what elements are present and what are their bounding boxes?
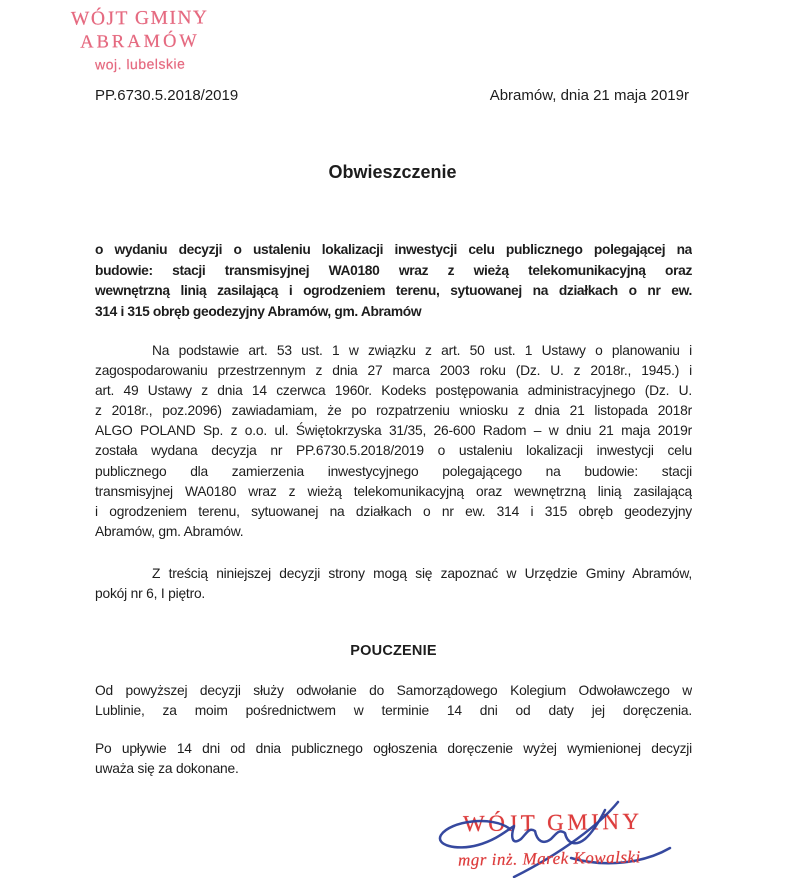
text-line: Po upływie 14 dni od dnia publicznego ogłoszenia doręczenie wyżej wymienionej decyzji (95, 741, 692, 756)
signatory-name: mgr inż. Marek Kowalski (457, 847, 641, 870)
text-line: Lublinie, za moim pośrednictwem w terminie 14 dni od daty jej doręczenia. (95, 703, 692, 719)
text-line: transmisyjnej WA0180 wraz z wieżą telekomunikacyjną oraz wewnętrzną linią zasilającą (95, 483, 692, 499)
text-line: zagospodarowaniu przestrzennym z dnia 27 marca 2003 roku (Dz. U. z 2018r., 1945.) i (95, 363, 692, 379)
mayor-stamp: WÓJT GMINY (462, 808, 643, 837)
text-line: uważa się za dokonane. (95, 761, 239, 777)
text-line: ALGO POLAND Sp. z o.o. ul. Świętokrzyska 31/35, 26-600 Radom – w dniu 21 maja 2019r (95, 423, 692, 439)
text-line: z 2018r., poz.2096) zawiadamiam, że po rozpatrzeniu wniosku z dnia 21 listopada 2018r (95, 403, 692, 419)
stamp-region-line: woj. lubelskie (95, 55, 186, 73)
text-line: o wydaniu decyzji o ustaleniu lokalizacji inwestycji celu publicznego polegającej na (95, 242, 692, 257)
text-line: art. 49 Ustawy z dnia 14 czerwca 1960r. Kodeks postępowania administracyjnego (Dz. U. (95, 383, 692, 399)
text-line: została wydana decyzja nr PP.6730.5.2018/2019 o ustaleniu lokalizacji inwestycji celu (95, 443, 692, 459)
text-line: pokój nr 6, I piętro. (95, 586, 206, 602)
stamp-org-line1: WÓJT GMINY (70, 7, 209, 30)
document-title: Obwieszczenie (328, 162, 457, 182)
text-line: Od powyższej decyzji służy odwołanie do Samorządowego Kolegium Odwoławczego w (95, 683, 692, 698)
pouczenie-heading: POUCZENIE (350, 643, 437, 659)
text-line: Na podstawie art. 53 ust. 1 w związku z art. 50 ust. 1 Ustawy o planowaniu i (152, 343, 692, 358)
case-reference: PP.6730.5.2018/2019 (95, 87, 239, 104)
text-line: wewnętrzną linią zasilającą i ogrodzeniem terenu, sytuowanej na działkach o nr ew. (95, 283, 692, 298)
delivery-paragraph (95, 739, 692, 779)
text-line: Abramów, gm. Abramów. (95, 523, 244, 539)
municipal-stamp (68, 7, 213, 73)
text-line: i ogrodzeniem terenu, sytuowanej na działkach o nr ew. 314 i 315 obręb geodezyjny (95, 503, 692, 519)
place-and-date: Abramów, dnia 21 maja 2019r (489, 87, 689, 104)
subject-paragraph (95, 240, 692, 322)
legal-basis-paragraph (95, 341, 692, 542)
header-row (95, 87, 689, 104)
text-line: publicznego dla zamierzenia inwestycyjnego polegającego na budowie: stacji (95, 463, 692, 479)
text-line: 314 i 315 obręb geodezyjny Abramów, gm. Abramów (95, 303, 422, 319)
text-line: budowie: stacji transmisyjnej WA0180 wraz z wieżą telekomunikacyjną oraz (95, 262, 692, 278)
appeal-paragraph (95, 681, 692, 721)
text-line: Z treścią niniejszej decyzji strony mogą się zapoznać w Urzędzie Gminy Abramów, (152, 566, 692, 581)
inspection-info-paragraph (95, 564, 692, 604)
stamp-org-line2: ABRAMÓW (80, 31, 200, 53)
